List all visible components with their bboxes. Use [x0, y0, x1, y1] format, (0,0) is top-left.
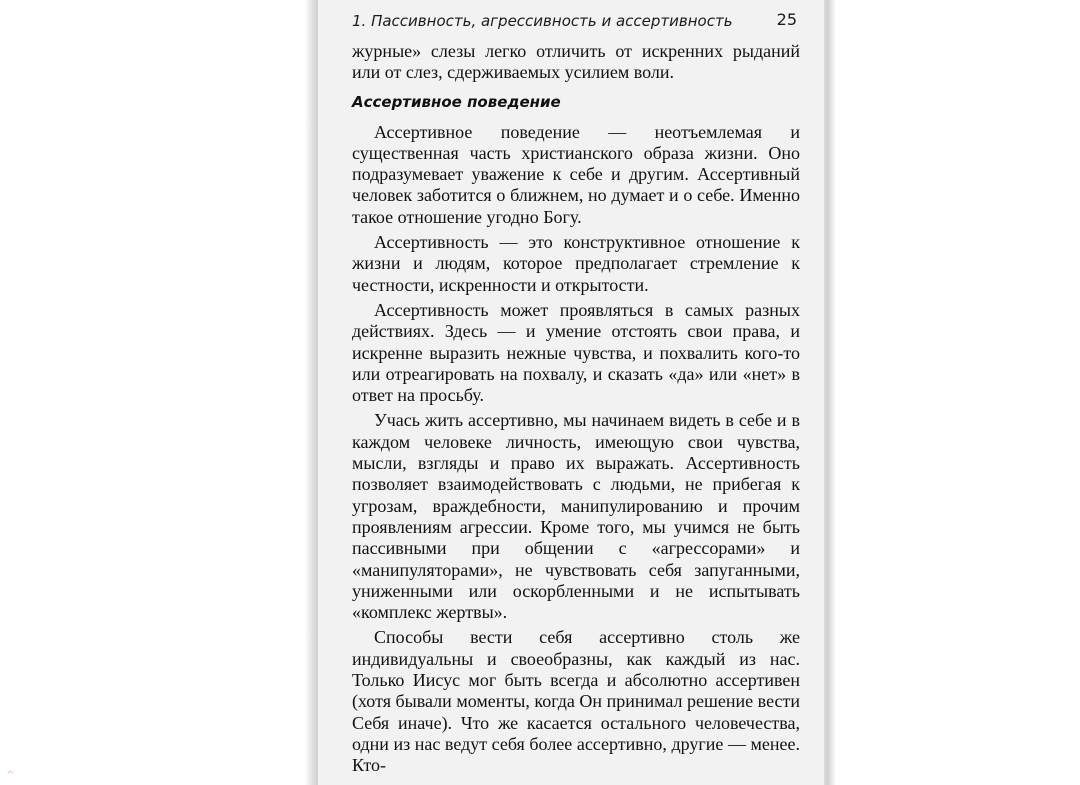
paragraph: Ассертивность может проявляться в самых разных действиях. Здесь — и умение отстоять свои права, и искренне выразить нежные чувства, и похвалить кого-то или отреагировать на похвалу, и сказать «да» или «нет» в ответ на просьбу.: [352, 299, 800, 406]
paragraph: Учась жить ассертивно, мы начинаем видеть в себе и в каждом человеке личность, имеющую свои чувства, мысли, взгляды и право их выражать. Ассертивность позволяет взаимодействовать с людьми, не прибегая к угрозам, враждебности, манипулированию и прочим проявлениям агрессии. Кроме того, мы учимся не быть пассивными при общении с «агрессорами» и «манипуляторами», не чувствовать себя запуганными, униженными или оскорбленными и не испытывать «комплекс жертвы».: [352, 410, 800, 623]
page-header: [352, 12, 797, 36]
section-heading: Ассертивное поведение: [352, 92, 561, 111]
paragraph: Ассертивное поведение — неотъемлемая и существенная часть христианского образа жизни. Оно подразумевает уважение к себе и другим. Ассертивный человек заботится о ближнем, но думает и о себе. Именно такое отношение угодно Богу.: [352, 121, 800, 227]
page-number: 25: [776, 10, 797, 29]
continuation-paragraph: журные» слезы легко отличить от искренних рыданий или от слез, сдерживаемых усилием воли.: [352, 41, 800, 83]
page-edge-shadow-right: [822, 0, 836, 785]
page-body: [352, 41, 800, 777]
corner-mark: ^: [6, 770, 15, 781]
paragraph: Способы вести себя ассертивно столь же индивидуальны и своеобразны, как каждый из нас. Только Иисус мог быть всегда и абсолютно ассертивен (хотя бывали моменты, когда Он принимал решение вести Себя иначе). Что же касается остального человечества, одни из нас ведут себя более ассертивно, другие — менее. Кто-: [352, 627, 800, 776]
running-head: 1. Пассивность, агрессивность и ассертивность: [352, 12, 733, 30]
page-gutter-shadow-left: [305, 0, 319, 785]
paragraph: Ассертивность — это конструктивное отношение к жизни и людям, которое предполагает стремление к честности, искренности и открытости.: [352, 232, 800, 295]
book-page: [318, 0, 824, 785]
